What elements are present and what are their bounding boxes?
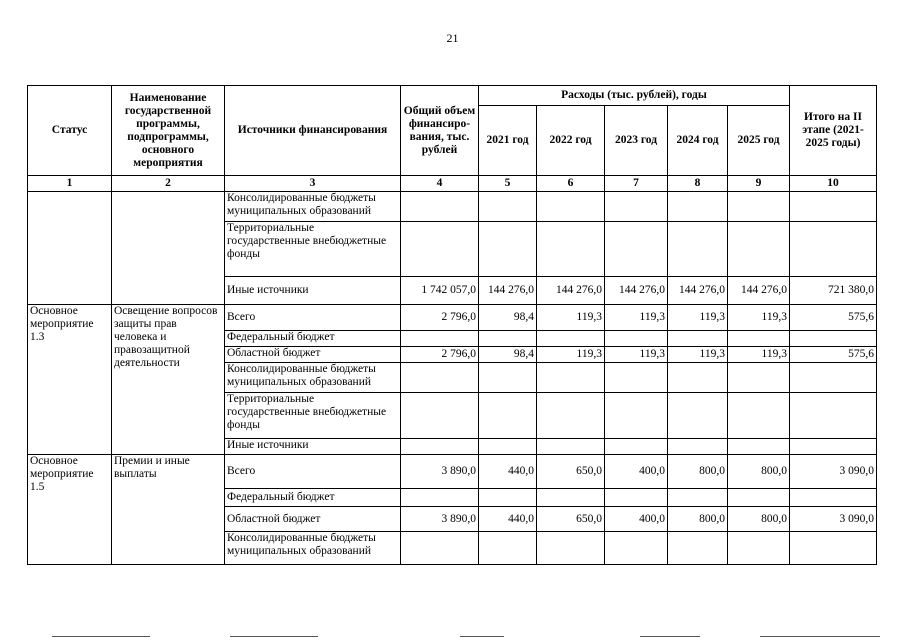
value-cell: 119,3 bbox=[728, 347, 790, 363]
program-name-cell: Премии и иные выплаты bbox=[112, 455, 225, 565]
value-cell bbox=[605, 489, 668, 507]
table-row bbox=[28, 455, 877, 489]
value-cell bbox=[401, 489, 479, 507]
value-cell: 119,3 bbox=[728, 305, 790, 331]
source-cell: Консолидированные бюджеты муниципальных образований bbox=[225, 363, 401, 393]
value-cell bbox=[401, 439, 479, 455]
value-cell bbox=[479, 363, 537, 393]
value-cell bbox=[537, 393, 605, 439]
value-cell bbox=[605, 532, 668, 565]
value-cell bbox=[790, 393, 877, 439]
status-cell: Основное мероприятие 1.3 bbox=[28, 305, 112, 455]
source-cell: Областной бюджет bbox=[225, 347, 401, 363]
value-cell bbox=[668, 489, 728, 507]
value-cell bbox=[728, 363, 790, 393]
value-cell: 800,0 bbox=[668, 507, 728, 532]
value-cell: 119,3 bbox=[605, 347, 668, 363]
value-cell bbox=[728, 393, 790, 439]
footer-divider bbox=[460, 636, 504, 637]
program-name-cell: Освещение вопросов защиты прав человека и правозащитной деятельности bbox=[112, 305, 225, 455]
value-cell bbox=[605, 192, 668, 222]
source-cell: Всего bbox=[225, 455, 401, 489]
value-cell bbox=[605, 363, 668, 393]
value-cell: 144 276,0 bbox=[479, 277, 537, 305]
value-cell bbox=[479, 439, 537, 455]
value-cell bbox=[668, 439, 728, 455]
value-cell bbox=[728, 222, 790, 277]
value-cell: 800,0 bbox=[728, 455, 790, 489]
value-cell bbox=[728, 532, 790, 565]
value-cell: 1 742 057,0 bbox=[401, 277, 479, 305]
header-source: Источники финансирования bbox=[225, 86, 401, 176]
status-cell: Основное мероприятие 1.5 bbox=[28, 455, 112, 565]
value-cell bbox=[479, 331, 537, 347]
column-number: 8 bbox=[668, 176, 728, 192]
header-total: Общий объем финансиро-вания, тыс. рублей bbox=[401, 86, 479, 176]
value-cell: 721 380,0 bbox=[790, 277, 877, 305]
column-number: 7 bbox=[605, 176, 668, 192]
value-cell bbox=[537, 439, 605, 455]
footer-divider bbox=[52, 636, 150, 637]
value-cell: 119,3 bbox=[537, 305, 605, 331]
value-cell: 119,3 bbox=[605, 305, 668, 331]
column-number-row bbox=[28, 176, 877, 192]
header-expenses: Расходы (тыс. рублей), годы bbox=[479, 86, 790, 106]
value-cell bbox=[605, 393, 668, 439]
column-number: 9 bbox=[728, 176, 790, 192]
value-cell bbox=[479, 192, 537, 222]
value-cell bbox=[537, 532, 605, 565]
value-cell bbox=[537, 363, 605, 393]
value-cell: 119,3 bbox=[668, 305, 728, 331]
value-cell bbox=[605, 222, 668, 277]
value-cell bbox=[668, 532, 728, 565]
value-cell bbox=[401, 393, 479, 439]
value-cell: 98,4 bbox=[479, 305, 537, 331]
value-cell: 2 796,0 bbox=[401, 305, 479, 331]
value-cell: 3 890,0 bbox=[401, 455, 479, 489]
column-number: 5 bbox=[479, 176, 537, 192]
footer-divider bbox=[640, 636, 700, 637]
value-cell: 144 276,0 bbox=[605, 277, 668, 305]
header-stage-total: Итого на II этапе (2021-2025 годы) bbox=[790, 86, 877, 176]
value-cell bbox=[728, 439, 790, 455]
value-cell: 3 090,0 bbox=[790, 455, 877, 489]
header-year: 2025 год bbox=[728, 106, 790, 176]
value-cell bbox=[728, 192, 790, 222]
header-year: 2022 год bbox=[537, 106, 605, 176]
value-cell: 800,0 bbox=[668, 455, 728, 489]
value-cell bbox=[479, 222, 537, 277]
value-cell: 440,0 bbox=[479, 507, 537, 532]
value-cell bbox=[728, 489, 790, 507]
source-cell: Всего bbox=[225, 305, 401, 331]
value-cell bbox=[790, 363, 877, 393]
value-cell: 440,0 bbox=[479, 455, 537, 489]
page-number: 21 bbox=[446, 31, 459, 45]
source-cell: Иные источники bbox=[225, 439, 401, 455]
value-cell bbox=[537, 192, 605, 222]
value-cell bbox=[479, 532, 537, 565]
value-cell bbox=[537, 489, 605, 507]
column-number: 6 bbox=[537, 176, 605, 192]
value-cell: 144 276,0 bbox=[728, 277, 790, 305]
table-row bbox=[28, 192, 877, 222]
value-cell bbox=[401, 532, 479, 565]
table-header bbox=[28, 86, 877, 192]
value-cell bbox=[479, 489, 537, 507]
source-cell: Областной бюджет bbox=[225, 507, 401, 532]
program-name-cell bbox=[112, 192, 225, 305]
budget-table bbox=[27, 85, 877, 565]
value-cell: 400,0 bbox=[605, 455, 668, 489]
value-cell bbox=[401, 363, 479, 393]
value-cell: 119,3 bbox=[668, 347, 728, 363]
value-cell: 119,3 bbox=[537, 347, 605, 363]
column-number: 1 bbox=[28, 176, 112, 192]
footer-divider bbox=[760, 636, 880, 637]
footer-divider bbox=[230, 636, 318, 637]
header-program: Наименование государственной программы, подпрограммы, основного мероприятия bbox=[112, 86, 225, 176]
column-number: 3 bbox=[225, 176, 401, 192]
value-cell: 650,0 bbox=[537, 507, 605, 532]
value-cell bbox=[790, 439, 877, 455]
value-cell bbox=[668, 363, 728, 393]
value-cell bbox=[668, 331, 728, 347]
header-year: 2021 год bbox=[479, 106, 537, 176]
value-cell bbox=[790, 489, 877, 507]
source-cell: Федеральный бюджет bbox=[225, 489, 401, 507]
column-number: 4 bbox=[401, 176, 479, 192]
value-cell bbox=[537, 222, 605, 277]
value-cell bbox=[537, 331, 605, 347]
value-cell: 2 796,0 bbox=[401, 347, 479, 363]
value-cell bbox=[401, 331, 479, 347]
value-cell bbox=[605, 331, 668, 347]
value-cell: 144 276,0 bbox=[668, 277, 728, 305]
column-number: 10 bbox=[790, 176, 877, 192]
value-cell: 3 890,0 bbox=[401, 507, 479, 532]
value-cell: 3 090,0 bbox=[790, 507, 877, 532]
source-cell: Территориальные государственные внебюджетные фонды bbox=[225, 393, 401, 439]
value-cell bbox=[479, 393, 537, 439]
value-cell bbox=[401, 222, 479, 277]
source-cell: Консолидированные бюджеты муниципальных образований bbox=[225, 532, 401, 565]
header-year: 2024 год bbox=[668, 106, 728, 176]
value-cell bbox=[728, 331, 790, 347]
table-body bbox=[28, 192, 877, 565]
value-cell bbox=[668, 222, 728, 277]
source-cell: Федеральный бюджет bbox=[225, 331, 401, 347]
value-cell: 98,4 bbox=[479, 347, 537, 363]
header-status: Статус bbox=[28, 86, 112, 176]
source-cell: Иные источники bbox=[225, 277, 401, 305]
value-cell bbox=[790, 532, 877, 565]
table-row bbox=[28, 305, 877, 331]
status-cell bbox=[28, 192, 112, 305]
value-cell bbox=[668, 393, 728, 439]
value-cell: 144 276,0 bbox=[537, 277, 605, 305]
source-cell: Консолидированные бюджеты муниципальных образований bbox=[225, 192, 401, 222]
value-cell: 650,0 bbox=[537, 455, 605, 489]
header-year: 2023 год bbox=[605, 106, 668, 176]
value-cell bbox=[790, 192, 877, 222]
value-cell bbox=[790, 331, 877, 347]
value-cell: 400,0 bbox=[605, 507, 668, 532]
value-cell bbox=[790, 222, 877, 277]
value-cell: 575,6 bbox=[790, 305, 877, 331]
value-cell bbox=[605, 439, 668, 455]
value-cell: 575,6 bbox=[790, 347, 877, 363]
value-cell: 800,0 bbox=[728, 507, 790, 532]
value-cell bbox=[401, 192, 479, 222]
value-cell bbox=[668, 192, 728, 222]
source-cell: Территориальные государственные внебюджетные фонды bbox=[225, 222, 401, 277]
column-number: 2 bbox=[112, 176, 225, 192]
